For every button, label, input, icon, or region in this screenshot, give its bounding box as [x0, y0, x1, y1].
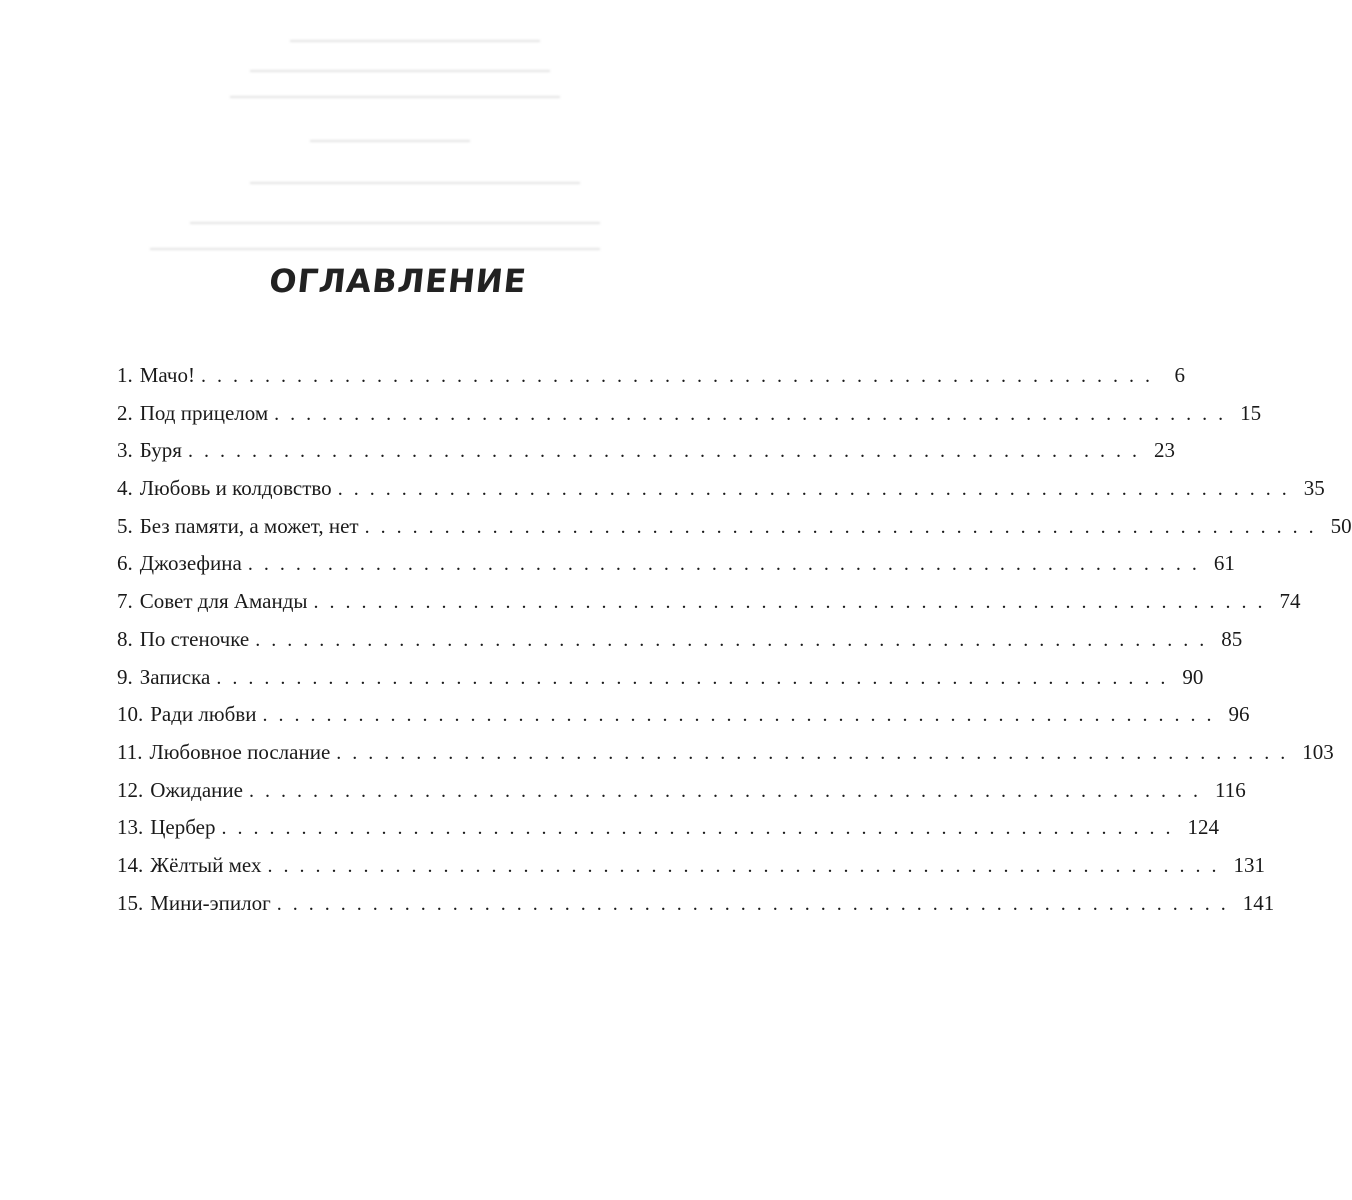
- toc-entry-number: 15.: [117, 890, 144, 915]
- toc-entry-title: Джозефина: [139, 551, 242, 576]
- toc-entry-page-number: 131: [1233, 852, 1265, 877]
- toc-entry-title: Совет для Аманды: [139, 589, 308, 614]
- toc-entry-number: 6.: [117, 551, 133, 576]
- toc-entry-page-number: 124: [1187, 815, 1219, 840]
- page-title: ОГЛАВЛЕНИЕ: [267, 262, 529, 300]
- toc-entry-page-number: 116: [1214, 777, 1246, 802]
- toc-entry-number: 3.: [117, 438, 133, 463]
- toc-entry-page-number: 50: [1330, 513, 1352, 538]
- toc-entry-number: 10.: [117, 702, 144, 727]
- toc-dot-leader: ............................................................: [364, 515, 1325, 538]
- toc-entry-page-number: 141: [1242, 890, 1275, 915]
- toc-dot-leader: ............................................................: [313, 591, 1274, 614]
- toc-entry-number: 7.: [117, 589, 133, 614]
- toc-entry-page-number: 35: [1303, 476, 1325, 501]
- toc-entry-title: Ради любви: [150, 702, 257, 727]
- toc-entry-title: Любовное послание: [149, 739, 331, 764]
- toc-dot-leader: ............................................................: [221, 817, 1182, 840]
- toc-dot-leader: ............................................................: [274, 402, 1235, 425]
- toc-entry-page-number: 90: [1182, 664, 1204, 689]
- toc-entry-title: Под прицелом: [139, 400, 269, 425]
- toc-entry-number: 2.: [117, 400, 133, 425]
- toc-entry: [117, 847, 1265, 885]
- toc-entry-title: Ожидание: [150, 777, 243, 802]
- bleed-through-text: [310, 140, 470, 142]
- toc-dot-leader: ............................................................: [276, 892, 1237, 915]
- toc-entry: [117, 583, 1301, 621]
- bleed-through-text: [190, 222, 600, 224]
- bleed-through-text: [150, 248, 600, 250]
- toc-entry: [117, 545, 1235, 583]
- toc-entry-title: Цербер: [150, 815, 216, 840]
- bleed-through-text: [230, 96, 560, 98]
- toc-dot-leader: ............................................................: [216, 666, 1177, 689]
- toc-entry: [117, 772, 1246, 810]
- toc-dot-leader: ............................................................: [337, 478, 1298, 501]
- toc-dot-leader: ............................................................: [262, 704, 1223, 727]
- toc-entry: [117, 508, 1352, 546]
- toc-dot-leader: ............................................................: [248, 779, 1209, 802]
- toc-entry-number: 1.: [117, 363, 133, 387]
- toc-entry-title: Мачо!: [139, 363, 195, 387]
- toc-entry-number: 8.: [117, 626, 133, 651]
- toc-dot-leader: ............................................................: [267, 854, 1228, 877]
- toc-entry-page-number: 15: [1240, 400, 1262, 425]
- toc-entry-title: Любовь и колдовство: [139, 476, 332, 501]
- bleed-through-text: [290, 40, 540, 42]
- toc-dot-leader: ............................................................: [200, 365, 1161, 387]
- toc-entry: [117, 885, 1275, 923]
- toc-entry-title: Буря: [139, 438, 182, 463]
- toc-entry: [117, 621, 1243, 659]
- toc-entry: [117, 696, 1250, 734]
- toc-entry-title: По стеночке: [139, 626, 250, 651]
- toc-entry-page-number: 23: [1153, 438, 1175, 463]
- toc-entry-number: 11.: [117, 739, 143, 764]
- toc-entry-number: 12.: [117, 777, 144, 802]
- toc-entry-number: 5.: [117, 513, 133, 538]
- toc-entry-number: 4.: [117, 476, 133, 501]
- toc-dot-leader: ............................................................: [247, 553, 1208, 576]
- toc-entry-title: Жёлтый мех: [150, 852, 262, 877]
- toc-entry-title: Мини-эпилог: [150, 890, 271, 915]
- toc-entry-number: 13.: [117, 815, 144, 840]
- toc-entry: [117, 395, 1262, 433]
- toc-entry-page-number: 61: [1213, 551, 1235, 576]
- toc-entry: [117, 357, 1185, 395]
- toc-entry-title: Без памяти, а может, нет: [139, 513, 359, 538]
- toc-entry-page-number: 74: [1279, 589, 1301, 614]
- toc-entry-page-number: 6: [1174, 363, 1185, 387]
- toc-entry: [117, 809, 1219, 847]
- bleed-through-text: [250, 182, 580, 184]
- toc-entry-page-number: 96: [1228, 702, 1250, 727]
- bleed-through-text: [250, 70, 550, 72]
- toc-dot-leader: ............................................................: [336, 741, 1297, 764]
- toc-dot-leader: ............................................................: [187, 440, 1148, 463]
- toc-entry-number: 14.: [117, 852, 144, 877]
- toc-entry: [117, 734, 1334, 772]
- table-of-contents: [117, 357, 1352, 922]
- toc-entry-page-number: 85: [1221, 626, 1243, 651]
- toc-entry-title: Записка: [139, 664, 211, 689]
- toc-entry-page-number: 103: [1302, 739, 1334, 764]
- toc-entry: [117, 432, 1175, 470]
- toc-entry-number: 9.: [117, 664, 133, 689]
- toc-entry: [117, 659, 1204, 697]
- toc-dot-leader: ............................................................: [255, 628, 1216, 651]
- toc-entry: [117, 470, 1325, 508]
